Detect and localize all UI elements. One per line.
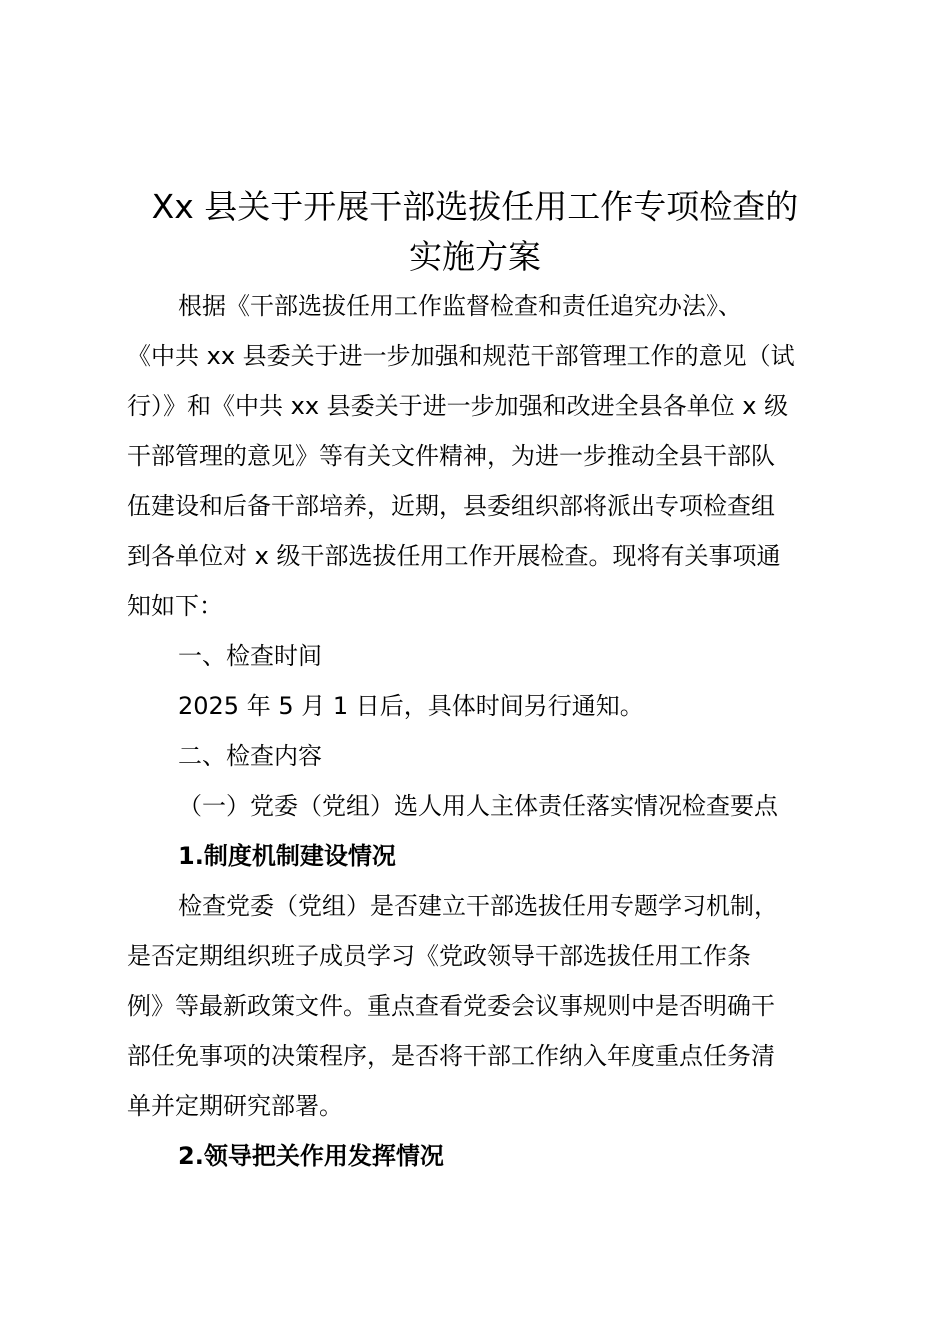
intro-line: 《中共 xx 县委关于进一步加强和规范干部管理工作的意见（试 [127, 342, 795, 370]
subsection-heading: （一）党委（党组）选人用人主体责任落实情况检查要点 [178, 792, 778, 820]
intro-line: 伍建设和后备干部培养，近期，县委组织部将派出专项检查组 [127, 492, 775, 520]
item1-line: 检查党委（党组）是否建立干部选拔任用专题学习机制， [178, 892, 778, 920]
document-title [100, 182, 850, 282]
item1-line: 部任免事项的决策程序，是否将干部工作纳入年度重点任务清 [127, 1042, 775, 1070]
intro-line: 根据《干部选拔任用工作监督检查和责任追究办法》、 [178, 292, 742, 320]
intro-line: 知如下： [127, 592, 223, 620]
title-line: Xx 县关于开展干部选拔任用工作专项检查的 [151, 187, 799, 226]
item1-line: 是否定期组织班子成员学习《党政领导干部选拔任用工作条 [127, 942, 751, 970]
item-heading-2: 2.领导把关作用发挥情况 [178, 1142, 444, 1170]
section-heading-time: 一、检查时间 [178, 642, 322, 670]
intro-line: 行）》和《中共 xx 县委关于进一步加强和改进全县各单位 x 级 [127, 392, 789, 420]
item1-line: 例》等最新政策文件。重点查看党委会议事规则中是否明确干 [127, 992, 775, 1020]
section-heading-content: 二、检查内容 [178, 742, 322, 770]
title-line: 实施方案 [409, 237, 541, 276]
item1-line: 单并定期研究部署。 [127, 1092, 343, 1120]
intro-line: 干部管理的意见》等有关文件精神，为进一步推动全县干部队 [127, 442, 775, 470]
section-text-time: 2025 年 5 月 1 日后，具体时间另行通知。 [178, 692, 644, 720]
intro-line: 到各单位对 x 级干部选拔任用工作开展检查。现将有关事项通 [127, 542, 781, 570]
document-body [127, 281, 833, 1181]
item-heading-1: 1.制度机制建设情况 [178, 842, 396, 870]
